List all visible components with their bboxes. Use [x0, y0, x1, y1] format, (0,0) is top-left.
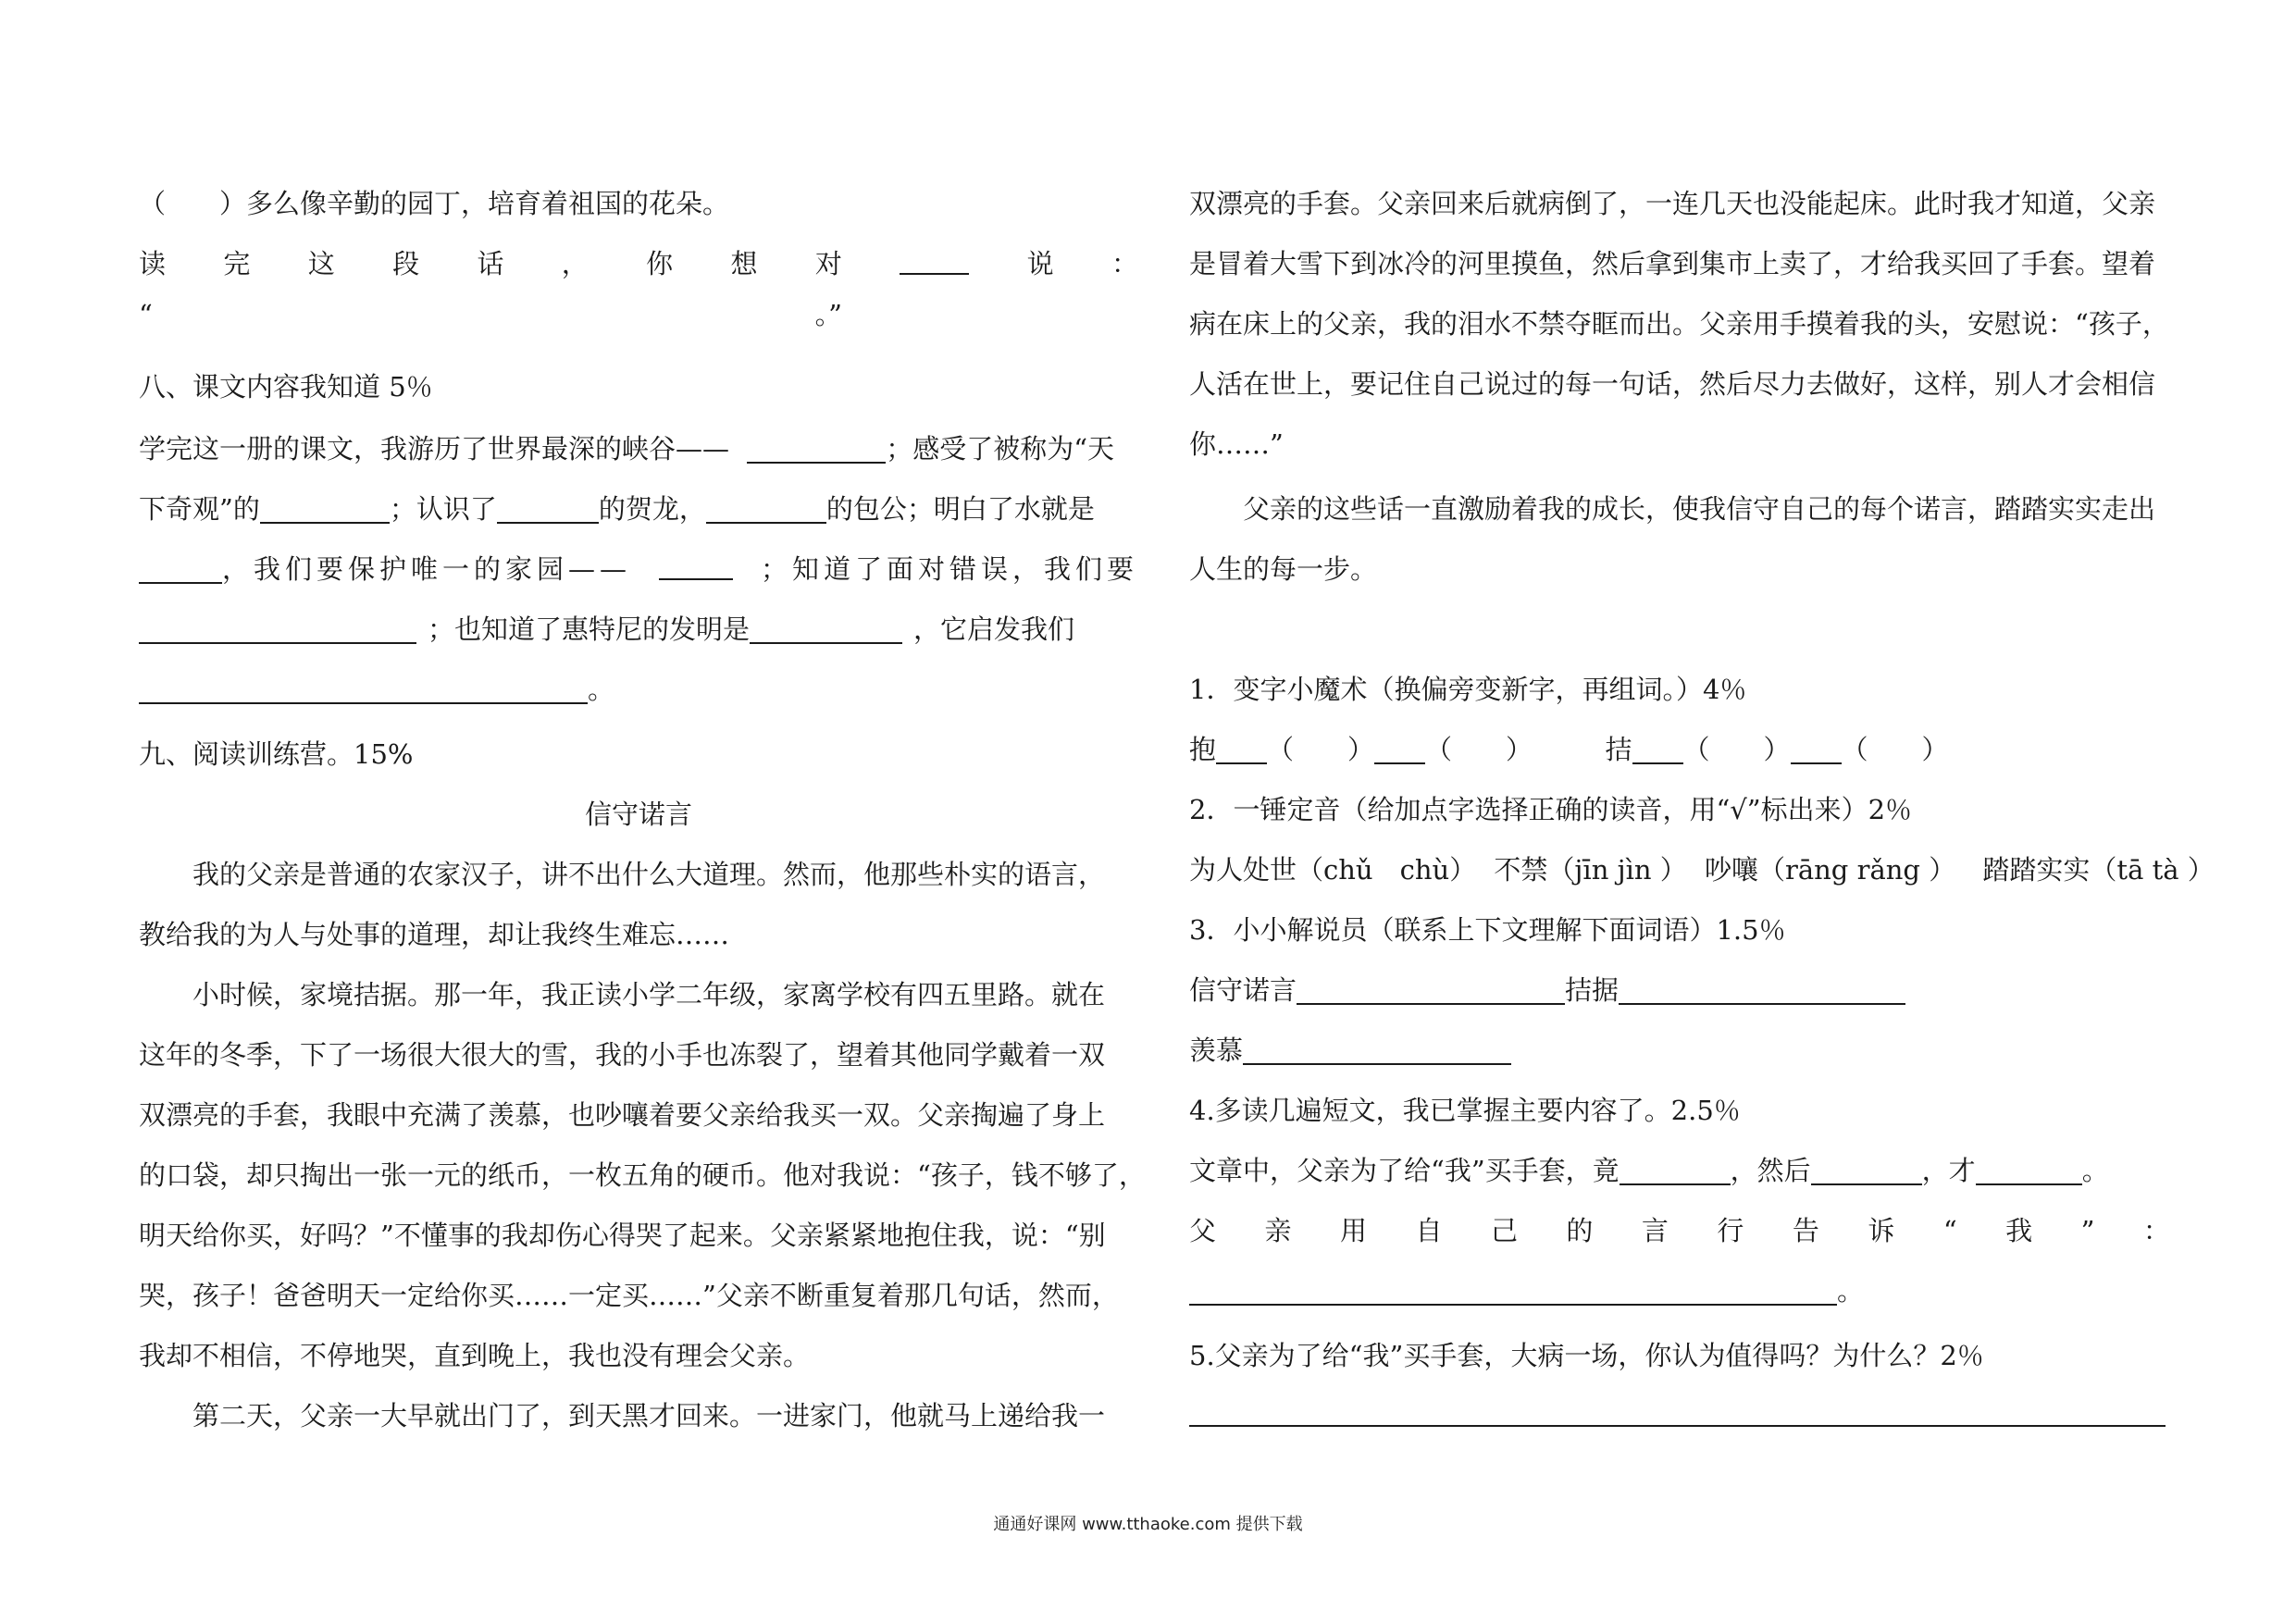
s8-line2	[139, 490, 1095, 527]
text: 下奇观”的	[139, 493, 260, 525]
char: 完	[223, 248, 251, 279]
question-4-line3	[1189, 1272, 1864, 1309]
question-5: 5.父亲为了给“我”买手套，大病一场，你认为值得吗？为什么？2％	[1189, 1340, 1984, 1371]
text: ；知道了面对错误，我们要	[760, 553, 1138, 585]
term: 羡慕	[1189, 1035, 1244, 1066]
char: 父	[1189, 1215, 1217, 1246]
answer-line[interactable]	[1189, 1425, 2166, 1427]
paragraph-line: 我却不相信，不停地哭，直到晚上，我也没有理会父亲。	[139, 1340, 811, 1371]
answer-blank[interactable]	[1811, 1156, 1922, 1185]
footer-credit: 通通好课网 www.tthaoke.com 提供下载	[993, 1515, 1303, 1534]
paragraph-line: 这年的冬季，下了一场很大很大的雪，我的小手也冻裂了，望着其他同学戴着一双	[139, 1039, 1106, 1071]
char: ，	[561, 248, 589, 279]
quote-answer-line[interactable]	[139, 296, 842, 333]
text: 文章中，父亲为了给“我”买手套，竟	[1189, 1155, 1620, 1186]
text: ；认识了	[389, 493, 497, 525]
s8-line4	[139, 611, 1074, 648]
text: 。	[2081, 1155, 2109, 1186]
answer-blank[interactable]	[659, 551, 733, 580]
question-2: 2．一锤定音（给加点字选择正确的读音，用“√”标出来）2％	[1189, 794, 1913, 825]
question-1: 1．变字小魔术（换偏旁变新字，再组词。）4％	[1189, 674, 1747, 705]
char: 段	[392, 248, 420, 279]
char: 言	[1641, 1215, 1669, 1246]
paren-blank[interactable]: （ ）	[1425, 734, 1533, 765]
paragraph-line: 的口袋，却只掏出一张一元的纸币，一枚五角的硬币。他对我说：“孩子，钱不够了，	[139, 1159, 1146, 1191]
char: 抱	[1189, 734, 1217, 765]
answer-blank[interactable]	[1374, 735, 1425, 764]
char: 行	[1717, 1215, 1744, 1246]
s8-line3	[139, 551, 1138, 588]
question-4-line1	[1189, 1152, 2109, 1189]
answer-blank[interactable]	[1216, 735, 1267, 764]
answer-blank[interactable]	[1620, 1156, 1731, 1185]
term: 拮据	[1565, 974, 1620, 1006]
char: 亲	[1264, 1215, 1292, 1246]
answer-blank[interactable]	[260, 494, 390, 524]
answer-blank[interactable]	[747, 434, 886, 464]
char: 读	[139, 248, 167, 279]
text: 学完这一册的课文，我游历了世界最深的峡谷——	[139, 433, 730, 465]
char: ：	[1111, 248, 1138, 279]
sentence-gardener: （ ）多么像辛勤的园丁，培育着祖国的花朵。	[139, 188, 730, 219]
paragraph-line: 教给我的为人与处事的道理，却让我终生难忘……	[139, 919, 730, 950]
answer-blank[interactable]	[1791, 735, 1842, 764]
text: 。	[1837, 1275, 1865, 1307]
paragraph-line: 明天给你买，好吗？”不懂事的我却伤心得哭了起来。父亲紧紧地抱住我，说：“别	[139, 1220, 1106, 1251]
paragraph-line: 病在床上的父亲，我的泪水不禁夺眶而出。父亲用手摸着我的头，安慰说：“孩子，	[1189, 308, 2169, 340]
answer-blank[interactable]	[139, 675, 588, 704]
pinyin-option[interactable]: 踏踏实实（tā tà ）	[1982, 854, 2215, 886]
text: ，然后	[1730, 1155, 1811, 1186]
paragraph-line: 我的父亲是普通的农家汉子，讲不出什么大道理。然而，他那些朴实的语言，	[192, 859, 1106, 890]
open-quote: “	[139, 299, 153, 330]
char: ：	[2142, 1215, 2170, 1246]
paren-blank[interactable]: （ ）	[1267, 734, 1375, 765]
answer-blank[interactable]	[1297, 975, 1565, 1005]
char: 话	[477, 248, 504, 279]
paragraph-line: 是冒着大雪下到冰冷的河里摸鱼，然后拿到集市上卖了，才给我买回了手套。望着	[1189, 248, 2156, 279]
s8-line1	[139, 430, 1114, 467]
question-1-answers	[1189, 731, 1949, 768]
paragraph-line: 双漂亮的手套。父亲回来后就病倒了，一连几天也没能起床。此时我才知道，父亲	[1189, 188, 2156, 219]
char: 自	[1415, 1215, 1443, 1246]
char: 用	[1339, 1215, 1367, 1246]
char: 想	[730, 248, 758, 279]
text: 的贺龙，	[598, 493, 706, 525]
question-4: 4.多读几遍短文，我已掌握主要内容了。2.5％	[1189, 1095, 1741, 1126]
pinyin-option[interactable]: 为人处世（chǔ chù）	[1189, 854, 1477, 886]
paragraph-line: 小时候，家境拮据。那一年，我正读小学二年级，家离学校有四五里路。就在	[192, 979, 1106, 1010]
question-4-line2	[1189, 1212, 2170, 1249]
paragraph-line: 父亲的这些话一直激励着我的成长，使我信守自己的每个诺言，踏踏实实走出	[1243, 493, 2156, 525]
char: 告	[1792, 1215, 1819, 1246]
char: 的	[1566, 1215, 1594, 1246]
answer-blank[interactable]	[497, 494, 599, 524]
char: 诉	[1868, 1215, 1895, 1246]
text: ，我们要保护唯一的家园——	[222, 553, 632, 585]
text: ，它启发我们	[913, 613, 1075, 645]
pinyin-option[interactable]: 不禁（jīn jìn ）	[1494, 854, 1687, 886]
char: 我	[2005, 1215, 2033, 1246]
paren-blank[interactable]: （ ）	[1841, 734, 1949, 765]
story-title: 信守诺言	[584, 799, 692, 830]
answer-blank[interactable]	[139, 554, 222, 584]
char: 对	[814, 248, 842, 279]
char: 说	[1026, 248, 1054, 279]
answer-blank[interactable]	[750, 614, 902, 644]
question-3-line2	[1189, 1032, 1511, 1069]
pinyin-option[interactable]: 吵嚷（rāng rǎng ）	[1704, 854, 1956, 886]
paragraph-line: 人生的每一步。	[1189, 553, 1378, 585]
char: 拮	[1605, 734, 1632, 765]
question-3-line1	[1189, 972, 1905, 1009]
text: 的包公；明白了水就是	[825, 493, 1095, 525]
paragraph-line: 双漂亮的手套，我眼中充满了羡慕，也吵嚷着要父亲给我买一双。父亲掏遍了身上	[139, 1099, 1106, 1131]
text: ；感受了被称为“天	[886, 433, 1115, 465]
char: ”	[2080, 1215, 2095, 1246]
paragraph-line: 人活在世上，要记住自己说过的每一句话，然后尽力去做好，这样，别人才会相信	[1189, 368, 2156, 400]
answer-blank[interactable]	[1619, 975, 1905, 1005]
answer-blank[interactable]	[1243, 1035, 1511, 1065]
s8-line5	[139, 671, 614, 708]
text: ，才	[1921, 1155, 1976, 1186]
paragraph-line: 你……”	[1189, 428, 1284, 460]
char: “	[1942, 1215, 1957, 1246]
char: 这	[307, 248, 335, 279]
text: 。	[588, 674, 615, 705]
close-quote: 。”	[814, 299, 842, 330]
paragraph-line: 哭，孩子！爸爸明天一定给你买……一定买……”父亲不断重复着那几句话，然而，	[139, 1280, 1119, 1311]
question-3: 3．小小解说员（联系上下文理解下面词语）1.5％	[1189, 914, 1786, 946]
paren-blank[interactable]: （ ）	[1682, 734, 1791, 765]
section-9-title: 九、阅读训练营。15%	[139, 738, 414, 770]
section-8-title: 八、课文内容我知道 5％	[139, 371, 433, 403]
text: ；也知道了惠特尼的发明是	[428, 613, 751, 645]
answer-blank[interactable]	[1632, 735, 1683, 764]
answer-blank[interactable]	[139, 614, 416, 644]
answer-blank[interactable]	[1189, 1276, 1837, 1306]
prompt-read-this	[139, 245, 1138, 282]
paragraph-line: 第二天，父亲一大早就出门了，到天黑才回来。一进家门，他就马上递给我一	[192, 1400, 1106, 1431]
char: 己	[1490, 1215, 1518, 1246]
term: 信守诺言	[1189, 974, 1297, 1006]
answer-blank[interactable]	[900, 245, 969, 275]
answer-blank[interactable]	[1976, 1156, 2082, 1185]
char: 你	[646, 248, 674, 279]
answer-blank[interactable]	[706, 494, 826, 524]
question-2-options	[1189, 851, 2215, 888]
